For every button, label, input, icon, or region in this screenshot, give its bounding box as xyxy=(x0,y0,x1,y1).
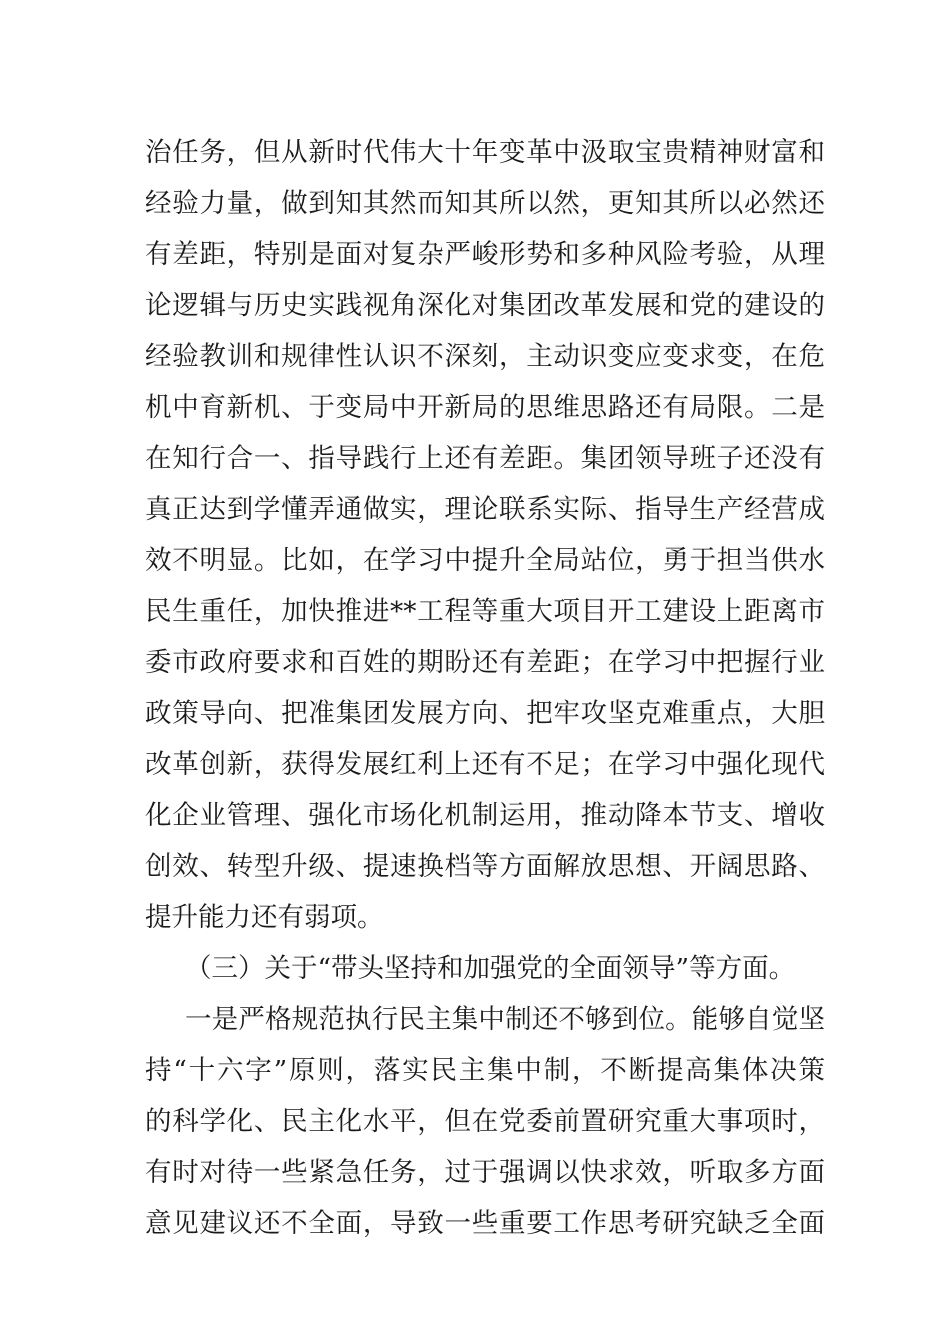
text-line: 持“十六字”原则，落实民主集中制，不断提高集体决策 xyxy=(145,1055,825,1086)
text-line: 真正达到学懂弄通做实，理论联系实际、指导生产经营成 xyxy=(145,494,825,525)
text-line: 治任务，但从新时代伟大十年变革中汲取宝贵精神财富和 xyxy=(145,137,825,168)
text-line: 效不明显。比如，在学习中提升全局站位，勇于担当供水 xyxy=(145,545,825,576)
text-line: 民生重任，加快推进**工程等重大项目开工建设上距离市 xyxy=(145,596,825,627)
text-line: 在知行合一、指导践行上还有差距。集团领导班子还没有 xyxy=(145,443,825,474)
body-text xyxy=(145,127,825,1249)
text-line: 论逻辑与历史实践视角深化对集团改革发展和党的建设的 xyxy=(145,290,825,321)
text-line: 有时对待一些紧急任务，过于强调以快求效，听取多方面 xyxy=(145,1157,825,1188)
text-line: 改革创新，获得发展红利上还有不足；在学习中强化现代 xyxy=(145,749,825,780)
text-line: 意见建议还不全面，导致一些重要工作思考研究缺乏全面 xyxy=(145,1208,825,1239)
paragraph-end-line: 提升能力还有弱项。 xyxy=(145,902,384,933)
text-line: 经验教训和规律性认识不深刻，主动识变应变求变，在危 xyxy=(145,341,825,372)
text-line: 创效、转型升级、提速换档等方面解放思想、开阔思路、 xyxy=(145,851,825,882)
text-line: 有差距，特别是面对复杂严峻形势和多种风险考验，从理 xyxy=(145,239,825,270)
text-line: 化企业管理、强化市场化机制运用，推动降本节支、增收 xyxy=(145,800,825,831)
text-line: 政策导向、把准集团发展方向、把牢攻坚克难重点，大胆 xyxy=(145,698,825,729)
section-heading: （三）关于“带头坚持和加强党的全面领导”等方面。 xyxy=(185,953,796,984)
text-line: 委市政府要求和百姓的期盼还有差距；在学习中把握行业 xyxy=(145,647,825,678)
text-line: 的科学化、民主化水平，但在党委前置研究重大事项时， xyxy=(145,1106,825,1137)
paragraph-start-line: 一是严格规范执行民主集中制还不够到位。能够自觉坚 xyxy=(185,1004,825,1035)
text-line: 机中育新机、于变局中开新局的思维思路还有局限。二是 xyxy=(145,392,825,423)
text-line: 经验力量，做到知其然而知其所以然，更知其所以必然还 xyxy=(145,188,825,219)
